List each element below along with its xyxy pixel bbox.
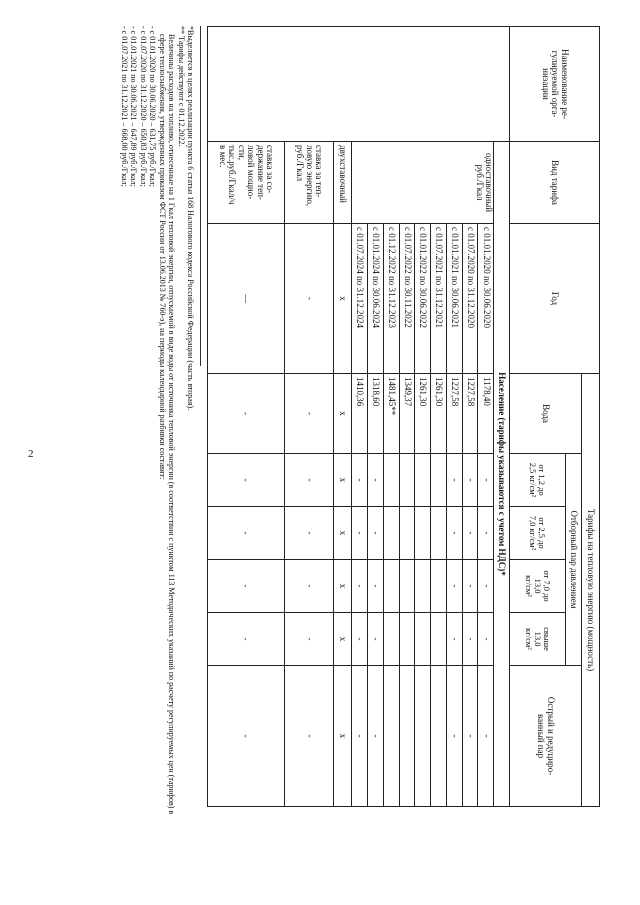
steam-cell: х <box>334 454 352 507</box>
sharp-steam-cell <box>399 666 415 807</box>
steam-cell: - <box>352 613 368 666</box>
steam-col-header: свыше 13,0 кг/см² <box>510 613 566 666</box>
steam-cell <box>383 613 399 666</box>
steam-group-header: Отборный пар давлением <box>566 454 582 666</box>
sharp-steam-cell: - <box>284 666 334 807</box>
steam-cell: - <box>367 454 383 507</box>
steam-cell: - <box>207 507 284 560</box>
water-cell: - <box>284 374 334 454</box>
steam-col-header: от 1,2 до 2,5 кг/см² <box>510 454 566 507</box>
steam-cell: х <box>334 613 352 666</box>
tariff-table <box>205 26 600 807</box>
steam-cell <box>431 613 447 666</box>
sharp-steam-cell: - <box>207 666 284 807</box>
steam-cell <box>399 507 415 560</box>
footnote: - с 01.01.2020 по 30.06.2020 – 631,75 руб./Гкал; <box>148 26 158 187</box>
tariff-group-header: Тарифы на тепловую энергию (мощность) <box>582 374 600 807</box>
water-cell: 1349,37 <box>399 374 415 454</box>
period-cell: с 01.07.2021 по 31.12.2021 <box>431 224 447 374</box>
steam-cell: х <box>334 507 352 560</box>
steam-cell: - <box>478 507 494 560</box>
period-cell: — <box>207 224 284 374</box>
org-name-header: Наименование ре- гулируемой орга- низации <box>510 27 600 142</box>
sharp-steam-cell: - <box>367 666 383 807</box>
steam-cell <box>431 454 447 507</box>
sharp-steam-cell <box>415 666 431 807</box>
water-cell: 1481,45** <box>383 374 399 454</box>
sharp-steam-cell: х <box>334 666 352 807</box>
year-header: Год <box>510 224 600 374</box>
water-cell: 1178,40 <box>478 374 494 454</box>
steam-cell <box>431 560 447 613</box>
period-cell: с 01.01.2024 по 30.06.2024 <box>367 224 383 374</box>
water-cell: - <box>207 374 284 454</box>
steam-cell: - <box>367 560 383 613</box>
steam-cell: - <box>207 560 284 613</box>
steam-cell: - <box>352 560 368 613</box>
steam-cell: - <box>446 560 462 613</box>
steam-cell <box>415 613 431 666</box>
water-cell: 1261,30 <box>431 374 447 454</box>
water-cell: 1261,30 <box>415 374 431 454</box>
steam-cell: - <box>352 507 368 560</box>
one-part-label: одноставочный руб./Гкал <box>352 142 494 224</box>
footnotes <box>120 26 196 836</box>
steam-cell: - <box>478 560 494 613</box>
steam-cell: - <box>462 507 478 560</box>
period-cell: с 01.12.2022 по 31.12.2023 <box>383 224 399 374</box>
steam-cell <box>399 560 415 613</box>
org-name-cell <box>207 27 509 142</box>
steam-cell: - <box>367 613 383 666</box>
two-part-label: двухставочный <box>334 142 352 224</box>
water-cell: 1318,60 <box>367 374 383 454</box>
sharp-steam-cell: - <box>446 666 462 807</box>
table-row <box>284 27 334 807</box>
steam-cell: - <box>478 613 494 666</box>
sharp-steam-cell: - <box>478 666 494 807</box>
sharp-steam-cell: - <box>462 666 478 807</box>
two-part-label: ставка за теп- ловую энергию, руб./Гкал <box>284 142 334 224</box>
steam-cell <box>415 454 431 507</box>
steam-cell: - <box>207 613 284 666</box>
period-cell: с 01.07.2024 по 31.12.2024 <box>352 224 368 374</box>
period-cell: с 01.01.2021 по 30.06.2021 <box>446 224 462 374</box>
steam-cell: - <box>284 613 334 666</box>
steam-cell <box>415 507 431 560</box>
steam-cell: - <box>462 613 478 666</box>
steam-col-header: от 2,5 до 7,0 кг/см² <box>510 507 566 560</box>
steam-cell: - <box>207 454 284 507</box>
steam-cell <box>399 454 415 507</box>
steam-cell: - <box>284 507 334 560</box>
water-cell: 1227,58 <box>462 374 478 454</box>
steam-cell <box>415 560 431 613</box>
steam-cell: - <box>446 454 462 507</box>
steam-cell <box>383 454 399 507</box>
steam-cell: - <box>462 454 478 507</box>
period-cell: с 01.07.2020 по 31.12.2020 <box>462 224 478 374</box>
period-cell: х <box>334 224 352 374</box>
footnote: ** Тарифы действуют с 01.12.2022. <box>176 26 186 147</box>
steam-cell: - <box>367 507 383 560</box>
period-cell: с 01.01.2020 по 30.06.2020 <box>478 224 494 374</box>
steam-cell: - <box>478 454 494 507</box>
steam-col-header: от 7,0 до 13,0 кг/см² <box>510 560 566 613</box>
steam-cell: - <box>284 560 334 613</box>
table-row <box>334 27 352 807</box>
steam-cell <box>383 560 399 613</box>
footnote: - с 01.07.2020 по 31.12.2020 – 650,83 руб./Гкал; <box>138 26 148 187</box>
section-title: Население (тарифы указываются с учетом НДС)* <box>494 142 510 807</box>
water-cell: х <box>334 374 352 454</box>
steam-cell: - <box>352 454 368 507</box>
steam-cell: - <box>284 454 334 507</box>
steam-cell <box>399 613 415 666</box>
sharp-steam-cell <box>431 666 447 807</box>
two-part-label: ставка за со- держание теп- ловой мощно- сти, тыс.руб./Гкал/ч в мес. <box>207 142 284 224</box>
sharp-steam-cell <box>383 666 399 807</box>
water-header: Вода <box>510 374 582 454</box>
sharp-steam-header: Острый и редуциро- ванный пар <box>510 666 582 807</box>
footnote: *Выделяется в целях реализации пункта 6 статьи 168 Налогового кодекса Российской Федерации (часть вторая). <box>186 26 195 411</box>
period-cell: - <box>284 224 334 374</box>
table-row <box>478 27 494 807</box>
footnote: Величины расходов на топливо, отнесенные на 1 Гкал тепловой энергии, отпускаемой в виде воды от источника тепловой энергии (в соответствии с пунктом 113 Методических указаний по расчету регулируемых цен (тарифов) в сфере теплоснабжения, утвержденных приказом ФСТ России от 13.06.2013 № 760-э), на периоды календарной разбивки составят: <box>157 34 177 815</box>
steam-cell: х <box>334 560 352 613</box>
water-cell: 1410,36 <box>352 374 368 454</box>
tariff-type-header: Вид тарифа <box>510 142 600 224</box>
footnote: - с 01.01.2021 по 30.06.2021 – 647,89 руб./Гкал; <box>129 26 139 187</box>
period-cell: с 01.01.2022 по 30.06.2022 <box>415 224 431 374</box>
steam-cell <box>431 507 447 560</box>
steam-cell: - <box>446 507 462 560</box>
sharp-steam-cell: - <box>352 666 368 807</box>
page-number: 2 <box>28 448 34 460</box>
footnote-divider <box>200 26 201 366</box>
table-header <box>510 27 600 807</box>
steam-cell <box>383 507 399 560</box>
rotated-page <box>40 26 600 856</box>
table-row <box>207 27 284 807</box>
steam-cell: - <box>462 560 478 613</box>
steam-cell: - <box>446 613 462 666</box>
period-cell: с 01.07.2022 по 30.11.2022 <box>399 224 415 374</box>
footnote: - с 01.07.2021 по 31.12.2021 – 668,00 руб./Гкал; <box>119 26 129 187</box>
water-cell: 1227,58 <box>446 374 462 454</box>
